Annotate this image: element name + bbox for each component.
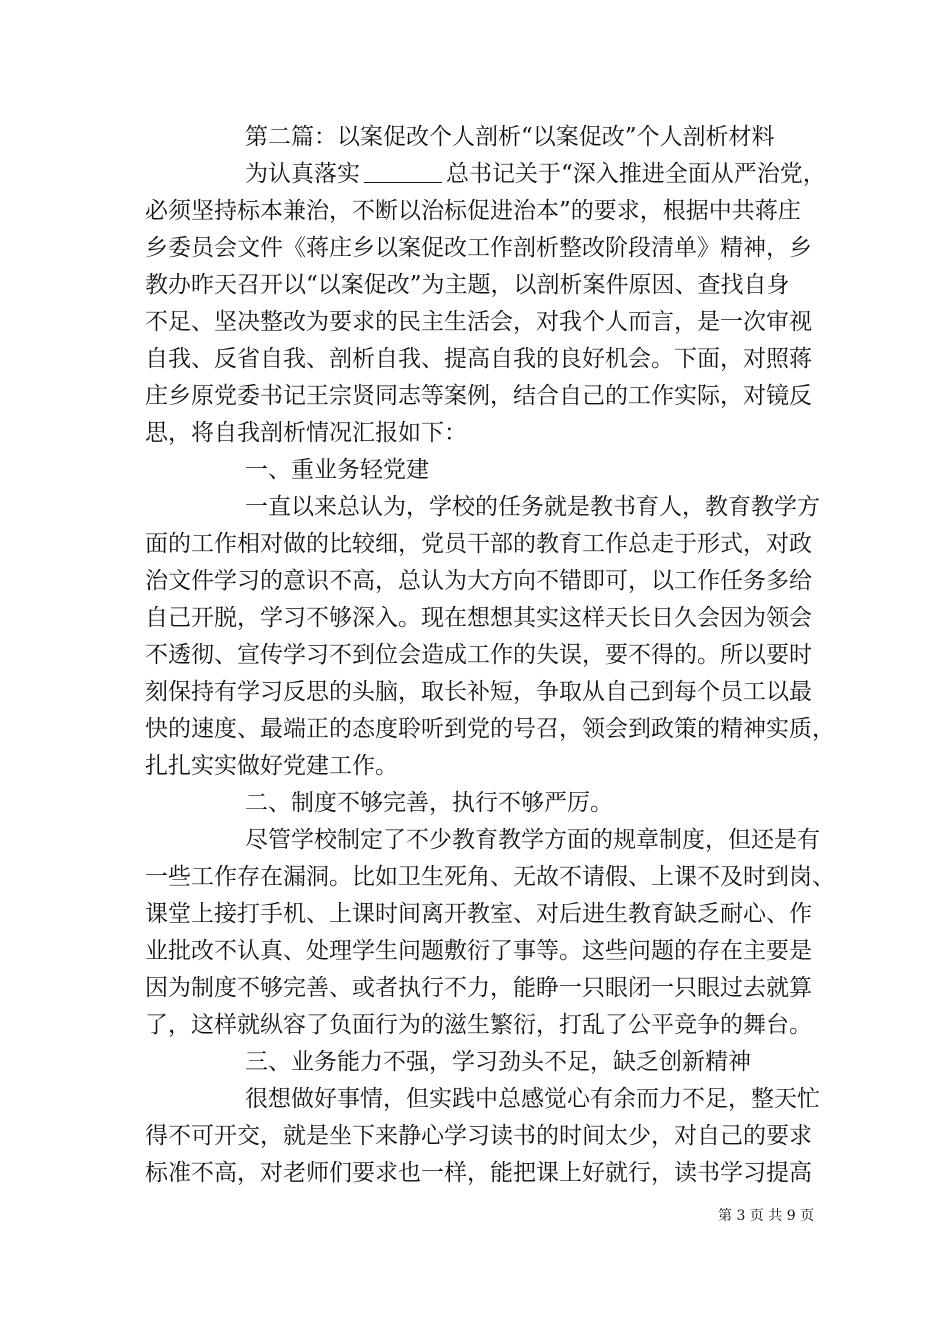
paragraph-line: 不透彻、宣传学习不到位会造成工作的失误，要不得的。所以要时 xyxy=(145,642,812,668)
paragraph-line: 面的工作相对做的比较细，党员干部的教育工作总走于形式，对政 xyxy=(145,531,812,557)
paragraph-line: 了，这样就纵容了负面行为的滋生繁衍，打乱了公平竞争的舞台。 xyxy=(145,1012,812,1038)
paragraph-line: 教办昨天召开以“以案促改”为主题，以剖析案件原因、查找自身 xyxy=(145,272,790,298)
document-title: 第二篇：以案促改个人剖析“以案促改”个人剖析材料 xyxy=(245,124,775,150)
paragraph-line: 很想做好事情，但实践中总感觉心有余而力不足，整天忙 xyxy=(245,1086,820,1112)
paragraph-line: 一些工作存在漏洞。比如卫生死角、无故不请假、上课不及时到岗、 xyxy=(145,864,835,890)
paragraph-line: 自己开脱，学习不够深入。现在想想其实这样天长日久会因为领会 xyxy=(145,605,812,631)
paragraph-line: 标准不高，对老师们要求也一样，能把课上好就行，读书学习提高 xyxy=(145,1160,812,1186)
paragraph-line: 因为制度不够完善、或者执行不力，能睁一只眼闭一只眼过去就算 xyxy=(145,975,812,1001)
paragraph-line: 庄乡原党委书记王宗贤同志等案例，结合自己的工作实际，对镜反 xyxy=(145,383,812,409)
page-number-footer: 第 3 页 共 9 页 xyxy=(718,1208,815,1224)
intro-lead-before: 为认真落实 xyxy=(245,161,360,187)
paragraph-line: 乡委员会文件《蒋庄乡以案促改工作剖析整改阶段清单》精神，乡 xyxy=(145,235,812,261)
section-heading-2: 二、制度不够完善，执行不够严厉。 xyxy=(245,790,613,816)
paragraph-line: 扎扎实实做好党建工作。 xyxy=(145,753,398,779)
paragraph-line: 思，将自我剖析情况汇报如下： xyxy=(145,420,467,446)
paragraph-line: 刻保持有学习反思的头脑，取长补短，争取从自己到每个员工以最 xyxy=(145,679,812,705)
paragraph-line: 业批改不认真、处理学生问题敷衍了事等。这些问题的存在主要是 xyxy=(145,938,812,964)
paragraph-line: 一直以来总认为，学校的任务就是教书育人，教育教学方 xyxy=(245,494,820,520)
paragraph-line: 快的速度、最端正的态度聆听到党的号召，领会到政策的精神实质， xyxy=(145,716,835,742)
paragraph-line: 尽管学校制定了不少教育教学方面的规章制度，但还是有 xyxy=(245,827,820,853)
section-heading-1: 一、重业务轻党建 xyxy=(245,457,429,483)
intro-first-line xyxy=(245,159,826,189)
intro-lead-after: 总书记关于“深入推进全面从严治党， xyxy=(446,161,826,187)
paragraph-line: 必须坚持标本兼治，不断以治标促进治本”的要求，根据中共蒋庄 xyxy=(145,198,801,224)
paragraph-line: 自我、反省自我、剖析自我、提高自我的良好机会。下面，对照蒋 xyxy=(145,346,812,372)
paragraph-line: 课堂上接打手机、上课时间离开教室、对后进生教育缺乏耐心、作 xyxy=(145,901,812,927)
paragraph-line: 治文件学习的意识不高，总认为大方向不错即可，以工作任务多给 xyxy=(145,568,812,594)
paragraph-line: 不足、坚决整改为要求的民主生活会，对我个人而言，是一次审视 xyxy=(145,309,812,335)
section-heading-3: 三、业务能力不强，学习劲头不足，缺乏创新精神 xyxy=(245,1049,751,1075)
paragraph-line: 得不可开交，就是坐下来静心学习读书的时间太少，对自己的要求 xyxy=(145,1123,812,1149)
blank-underline xyxy=(364,162,442,183)
